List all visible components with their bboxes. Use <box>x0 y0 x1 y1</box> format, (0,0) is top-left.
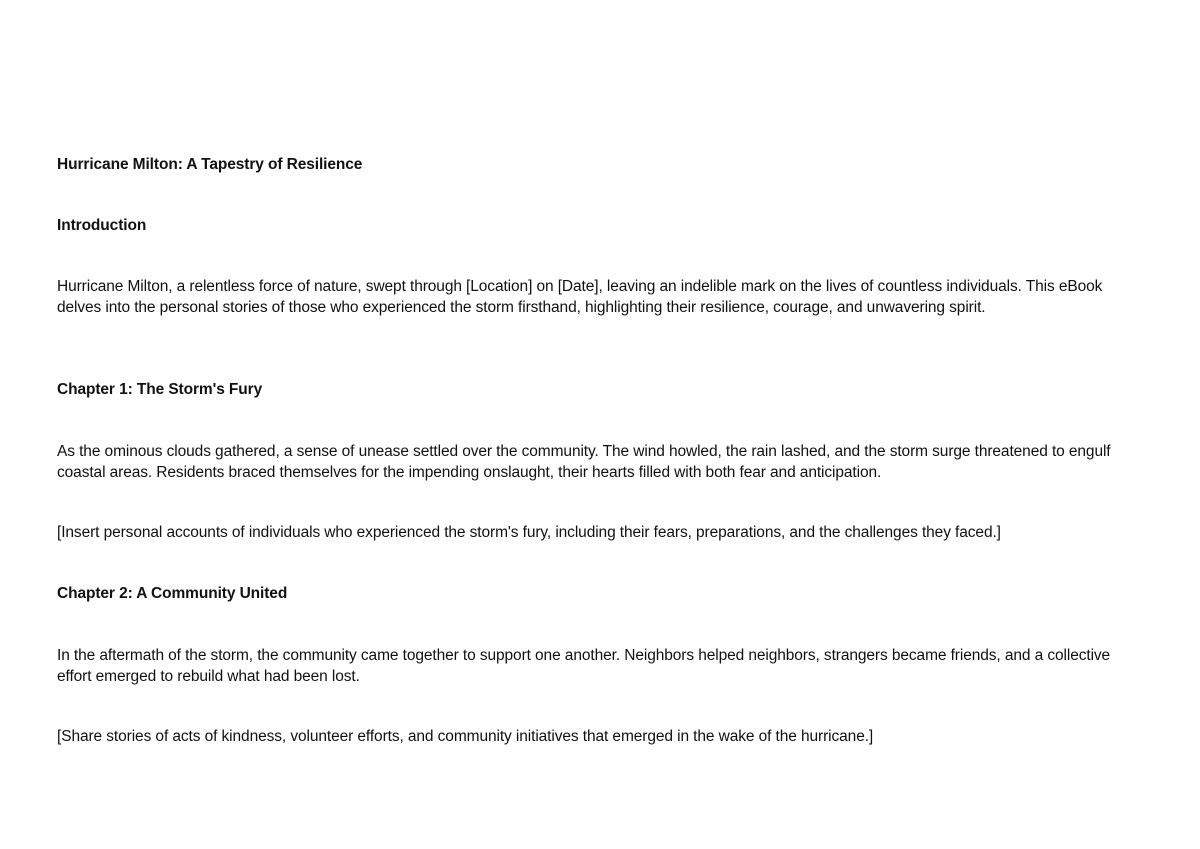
chapter-2-placeholder: [Share stories of acts of kindness, volunteer efforts, and community initiatives that emerged in the wake of the hurricane.] <box>57 728 874 745</box>
chapter-2-paragraph: In the aftermath of the storm, the community came together to support one another. Neighbors helped neighbors, strangers became friends, and a collective effort emerged to rebuild what had been lost. <box>57 647 1111 685</box>
document-title: Hurricane Milton: A Tapestry of Resilience <box>57 156 363 173</box>
chapter-1-placeholder: [Insert personal accounts of individuals who experienced the storm's fury, including their fears, preparations, and the challenges they faced.] <box>57 524 1001 541</box>
chapter-1-heading: Chapter 1: The Storm's Fury <box>57 381 263 398</box>
introduction-paragraph: Hurricane Milton, a relentless force of nature, swept through [Location] on [Date], leaving an indelible mark on the lives of countless individuals. This eBook delves into the personal stories of those who experienced the storm firsthand, highlighting their resilience, courage, and unwavering spirit. <box>57 278 1103 316</box>
introduction-heading: Introduction <box>57 217 147 234</box>
chapter-1-paragraph: As the ominous clouds gathered, a sense of unease settled over the community. The wind howled, the rain lashed, and the storm surge threatened to engulf coastal areas. Residents braced themselves for the impending onslaught, their hearts filled with both fear and anticipation. <box>57 443 1111 481</box>
chapter-2-heading: Chapter 2: A Community United <box>57 585 288 602</box>
